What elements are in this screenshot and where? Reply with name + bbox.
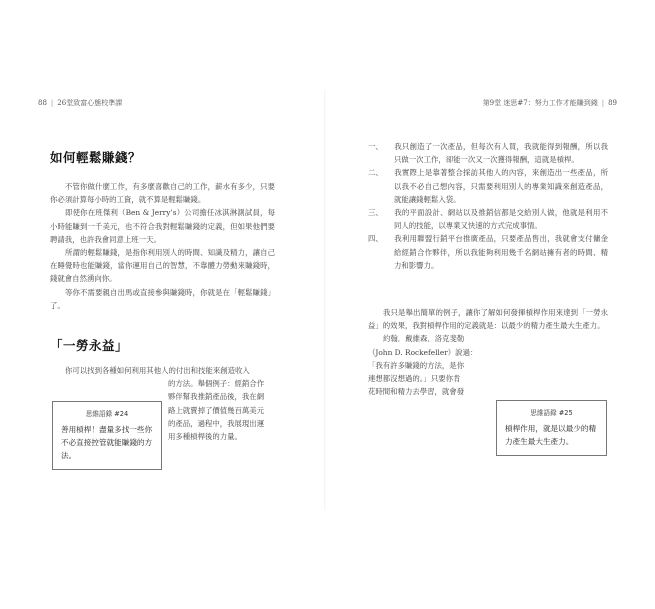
wrapped-paragraph xyxy=(168,377,275,443)
list-item: 三、 我的平面設計、網站以及推銷信都是交給別人做，他就是利用不同人的技能，以專業又快速的方式完成事情。 xyxy=(368,208,608,231)
quote-box-24 xyxy=(52,401,162,470)
text-line: 的產品，過程中，我展現出運 xyxy=(168,418,265,428)
paragraph: 你可以找到各種如何利用其他人的付出和技能來創造收入 xyxy=(65,366,250,376)
text-line: 的方法。舉個例子：經銷合作 xyxy=(168,379,265,389)
section-heading-2: 「一勞永益」 xyxy=(50,338,129,354)
paragraph: 所謂的輕鬆賺錢，是指你利用別人的時間、知識及精力，讓自己在睡覺時也能賺錢，當你運用自己的智慧，不靠體力勞動來賺錢時，錢就會自然湧向你。 xyxy=(50,248,275,284)
right-page-number: 89 xyxy=(608,99,617,107)
paragraph: 不管你做什麼工作，有多麼喜歡自己的工作，薪水有多少，只要你必須計算每小時的工資，就不算是輕鬆賺錢。 xyxy=(50,182,275,205)
text-line: 「我有許多賺錢的方法，是你 xyxy=(368,360,465,370)
right-page-header: 第9堂 迷思#7：努力工作才能賺到錢 | 89 xyxy=(482,99,617,107)
text-line: 連想都沒想過的。」只要你肯 xyxy=(368,374,461,384)
book-gutter xyxy=(324,90,326,510)
text-line: 約翰．戴維森．洛克斐勒 xyxy=(383,334,465,344)
left-page-header: 88 | 26堂致富心態校準課 xyxy=(38,99,123,107)
text-line: 路上就賣掉了價值幾百萬美元 xyxy=(168,405,265,415)
list-item: 二、 我實際上是靠著整合採訪其他人的內容，來創造出一些產品，所以我不必自己想內容，只需要利用別人的專業知識來創造產品，就能讓錢輕鬆入袋。 xyxy=(368,168,608,204)
chapter-title: 迷思#7：努力工作才能賺到錢 xyxy=(503,99,598,107)
text-line: 用多種槓桿後的力量。 xyxy=(168,432,242,442)
quote-box-title: 思維語錄 #24 xyxy=(85,410,129,418)
text-line: （John D. Rockefeller）說過： xyxy=(368,347,478,357)
right-page xyxy=(368,140,608,398)
chapter-label: 第9堂 xyxy=(482,99,502,107)
paragraph: 即使你在班傑利（Ben & Jerry’s）公司擔任冰淇淋測試員，每小時能賺到一千美元，也不符合我對輕鬆賺錢的定義，但如果他們要聘請我，也許我會同意上班一天。 xyxy=(50,208,275,244)
list-item: 四、 我利用聯盟行銷平台推廣產品，只要產品售出，我就會支付傭金給經銷合作夥伴，所以我能夠利用幾千名網站擁有者的時間、精力和影響力。 xyxy=(368,234,608,270)
quote-box-body: 善用槓桿！盡量多找一些你不必直接控管就能賺錢的方法。 xyxy=(61,425,153,460)
left-page xyxy=(50,140,275,443)
paragraph: 等你不需要親自出馬或直接參與賺錢時，你就是在「輕鬆賺錢」了。 xyxy=(50,287,275,310)
quote-box-25 xyxy=(496,400,607,456)
left-page-number: 88 xyxy=(38,99,47,107)
text-line: 夥伴幫我推銷產品後，我在網 xyxy=(168,392,265,402)
section-heading: 如何輕鬆賺錢？ xyxy=(50,150,142,165)
wrapped-paragraph xyxy=(368,332,486,398)
text-line: 花時間和精力去學習，就會發 xyxy=(368,387,465,397)
quote-box-title: 思維語錄 #25 xyxy=(530,409,573,417)
paragraph: 我只是舉出簡單的例子，讓你了解如何發揮槓桿作用來達到「一勞永益」的效果，我對槓桿作用的定義就是：以最少的精力產生最大生產力。 xyxy=(368,308,608,331)
book-title: 26堂致富心態校準課 xyxy=(57,99,123,107)
quote-box-body: 槓桿作用，就是以最少的精力產生最大生產力。 xyxy=(505,424,597,446)
numbered-list xyxy=(368,140,608,272)
list-item: 一、 我只創造了一次產品，但每次有人買，我就能得到報酬，所以我只做一次工作，卻能一次又一次獲得報酬，這就是槓桿。 xyxy=(368,142,608,165)
